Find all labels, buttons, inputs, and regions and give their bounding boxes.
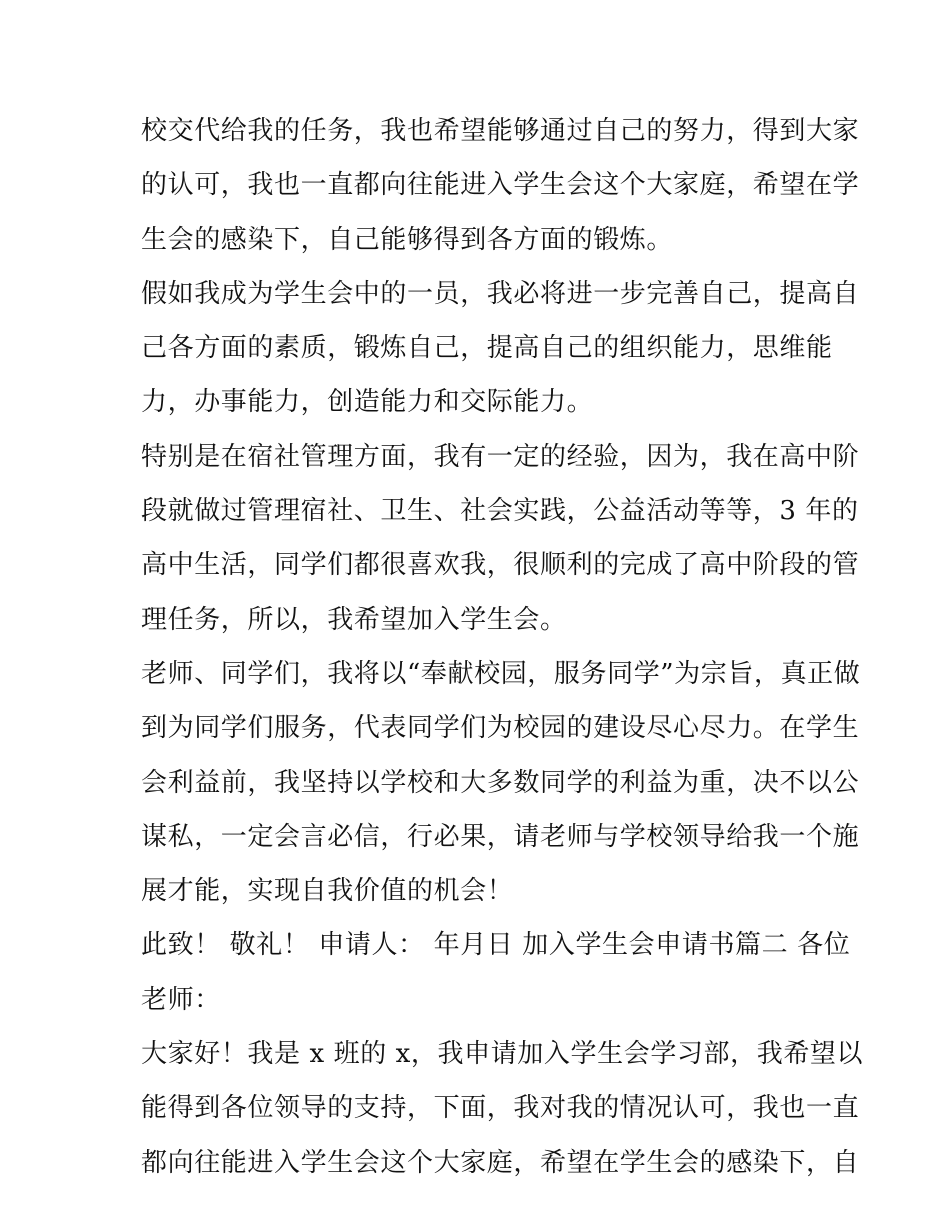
text-line: 高中生活，同学们都很喜欢我，很顺利的完成了高中阶段的管 [141,550,860,581]
document-body [141,104,864,1190]
text-line: 己各方面的素质，锻炼自己，提高自己的组织能力，思维能 [141,333,833,364]
text-line: 到为同学们服务，代表同学们为校园的建设尽心尽力。在学生 [141,713,860,744]
text-line: 假如我成为学生会中的一员，我必将进一步完善自己，提高自 [141,278,860,309]
text-line: 段就做过管理宿社、卫生、社会实践，公益活动等等，3 年的 [141,496,859,527]
text-line: 会利益前，我坚持以学校和大多数同学的利益为重，决不以公 [141,767,860,798]
text-line: 能得到各位领导的支持，下面，我对我的情况认可，我也一直 [141,1093,860,1124]
text-line: 老师、同学们，我将以“奉献校园，服务同学”为宗旨，真正做 [141,658,861,689]
text-line: 大家好！我是 x 班的 x，我申请加入学生会学习部，我希望以 [141,1039,864,1070]
text-line: 校交代给我的任务，我也希望能够通过自己的努力，得到大家 [141,116,860,146]
text-line: 的认可，我也一直都向往能进入学生会这个大家庭，希望在学 [141,170,860,201]
text-line: 此致！ 敬礼！ 申请人： 年月日 加入学生会申请书篇二 各位 [141,930,851,961]
text-line: 都向往能进入学生会这个大家庭，希望在学生会的感染下，自 [141,1147,860,1178]
text-line: 老师： [141,984,221,1015]
text-line: 特别是在宿社管理方面，我有一定的经验，因为，我在高中阶 [141,441,860,472]
text-line: 力，办事能力，创造能力和交际能力。 [141,387,594,418]
text-line: 展才能，实现自我价值的机会！ [141,876,514,907]
text-line: 理任务，所以，我希望加入学生会。 [141,604,567,635]
text-line: 谋私，一定会言必信，行必果，请老师与学校领导给我一个施 [141,821,860,852]
text-line: 生会的感染下，自己能够得到各方面的锻炼。 [141,224,674,255]
